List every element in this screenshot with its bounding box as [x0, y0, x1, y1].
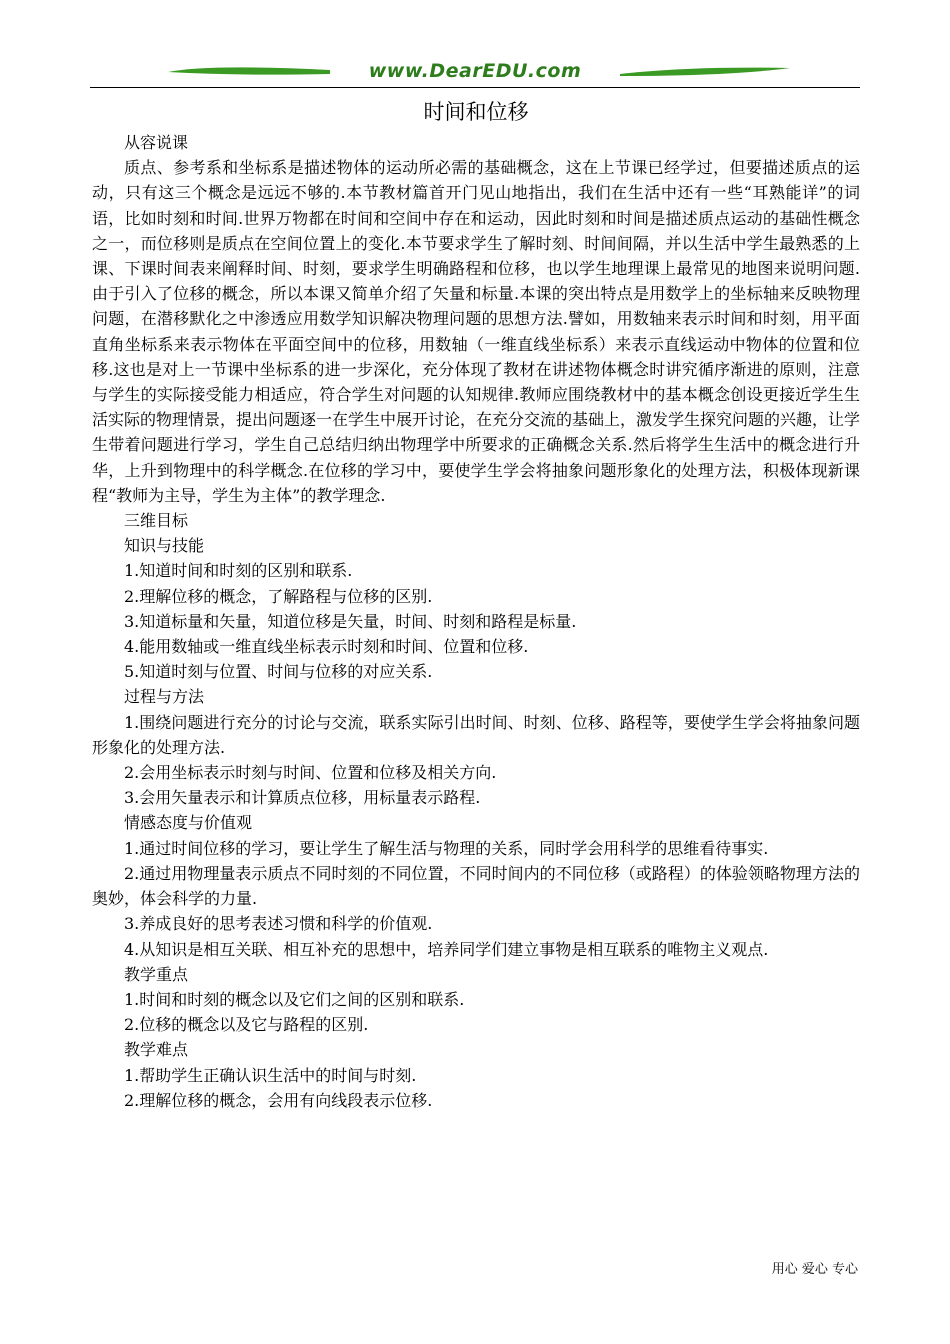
list-item: 3.养成良好的思考表述习惯和科学的价值观. — [124, 914, 433, 934]
site-url: www.DearEDU.com — [368, 60, 582, 82]
section-heading-difficulty: 教学难点 — [124, 1040, 189, 1060]
list-item: 5.知道时刻与位置、时间与位移的对应关系. — [124, 662, 433, 682]
document-body — [92, 96, 860, 1113]
list-item: 3.会用矢量表示和计算质点位移，用标量表示路程. — [124, 788, 481, 808]
list-item: 1.时间和时刻的概念以及它们之间的区别和联系. — [124, 989, 465, 1009]
subheading-attitude: 情感态度与价值观 — [124, 813, 253, 833]
list-item: 1.知道时间和时刻的区别和联系. — [124, 561, 353, 581]
list-item: 1.通过时间位移的学习，要让学生了解生活与物理的关系，同时学会用科学的思维看待事实. — [124, 838, 769, 858]
list-item: 3.知道标量和矢量，知道位移是矢量，时间、时刻和路程是标量. — [124, 611, 577, 631]
section-heading-focus: 教学重点 — [124, 964, 189, 984]
list-item: 2.通过用物理量表示质点不同时刻的不同位置，不同时间内的不同位移（或路程）的体验领略物理方法的奥妙，体会科学的力量. — [92, 863, 860, 909]
intro-paragraph: 质点、参考系和坐标系是描述物体的运动所必需的基础概念，这在上节课已经学过，但要描述质点的运动，只有这三个概念是远远不够的.本节教材篇首开门见山地指出，我们在生活中还有一些“耳熟能详”的词语，比如时刻和时间.世界万物都在时间和空间中存在和运动，因此时刻和时间是描述质点运动的基础性概念之一，而位移则是质点在空间位置上的变化.本节要求学生了解时刻、时间间隔，并以生活中学生最熟悉的上课、下课时间表来阐释时间、时刻，要求学生明确路程和位移，也以学生地理课上最常见的地图来说明问题.由于引入了位移的概念，所以本课又简单介绍了矢量和标量.本课的突出特点是用数学上的坐标轴来反映物理问题，在潜移默化之中渗透应用数学知识解决物理问题的思想方法.譬如，用数轴来表示时间和时刻，用平面直角坐标系来表示物体在平面空间中的位移，用数轴（一维直线坐标系）来表示直线运动中物体的位置和位移.这也是对上一节课中坐标系的进一步深化，充分体现了教材在讲述物体概念时讲究循序渐进的原则，注意与学生的实际接受能力相适应，符合学生对问题的认知规律.教师应围绕教材中的基本概念创设更接近学生生活实际的物理情景，提出问题逐一在学生中展开讨论，在充分交流的基础上，激发学生探究问题的兴趣，让学生带着问题进行学习，学生自己总结归纳出物理学中所要求的正确概念关系.然后将学生生活中的概念进行升华，上升到物理中的科学概念.在位移的学习中，要使学生学会将抽象问题形象化的处理方法，积极体现新课程“教师为主导，学生为主体”的教学理念. — [92, 158, 861, 505]
list-item: 2.位移的概念以及它与路程的区别. — [124, 1015, 369, 1035]
page-header — [90, 56, 860, 90]
list-item: 4.从知识是相互关联、相互补充的思想中，培养同学们建立事物是相互联系的唯物主义观点. — [124, 939, 769, 959]
list-item: 1.帮助学生正确认识生活中的时间与时刻. — [124, 1065, 417, 1085]
subheading-process: 过程与方法 — [124, 687, 205, 707]
section-heading-goals: 三维目标 — [124, 511, 189, 531]
list-item: 2.理解位移的概念，会用有向线段表示位移. — [124, 1090, 433, 1110]
list-item: 2.理解位移的概念，了解路程与位移的区别. — [124, 586, 433, 606]
subheading-knowledge: 知识与技能 — [124, 536, 205, 556]
list-item: 4.能用数轴或一维直线坐标表示时刻和时间、位置和位移. — [124, 637, 529, 657]
header-rule — [90, 87, 860, 88]
list-item: 1.围绕问题进行充分的讨论与交流，联系实际引出时间、时刻、位移、路程等，要使学生学会将抽象问题形象化的处理方法. — [92, 712, 860, 757]
page-title: 时间和位移 — [423, 100, 529, 124]
page-footer: 用心 爱心 专心 — [771, 1262, 858, 1277]
section-heading-intro: 从容说课 — [124, 133, 189, 152]
list-item: 2.会用坐标表示时刻与时间、位置和位移及相关方向. — [124, 763, 497, 783]
